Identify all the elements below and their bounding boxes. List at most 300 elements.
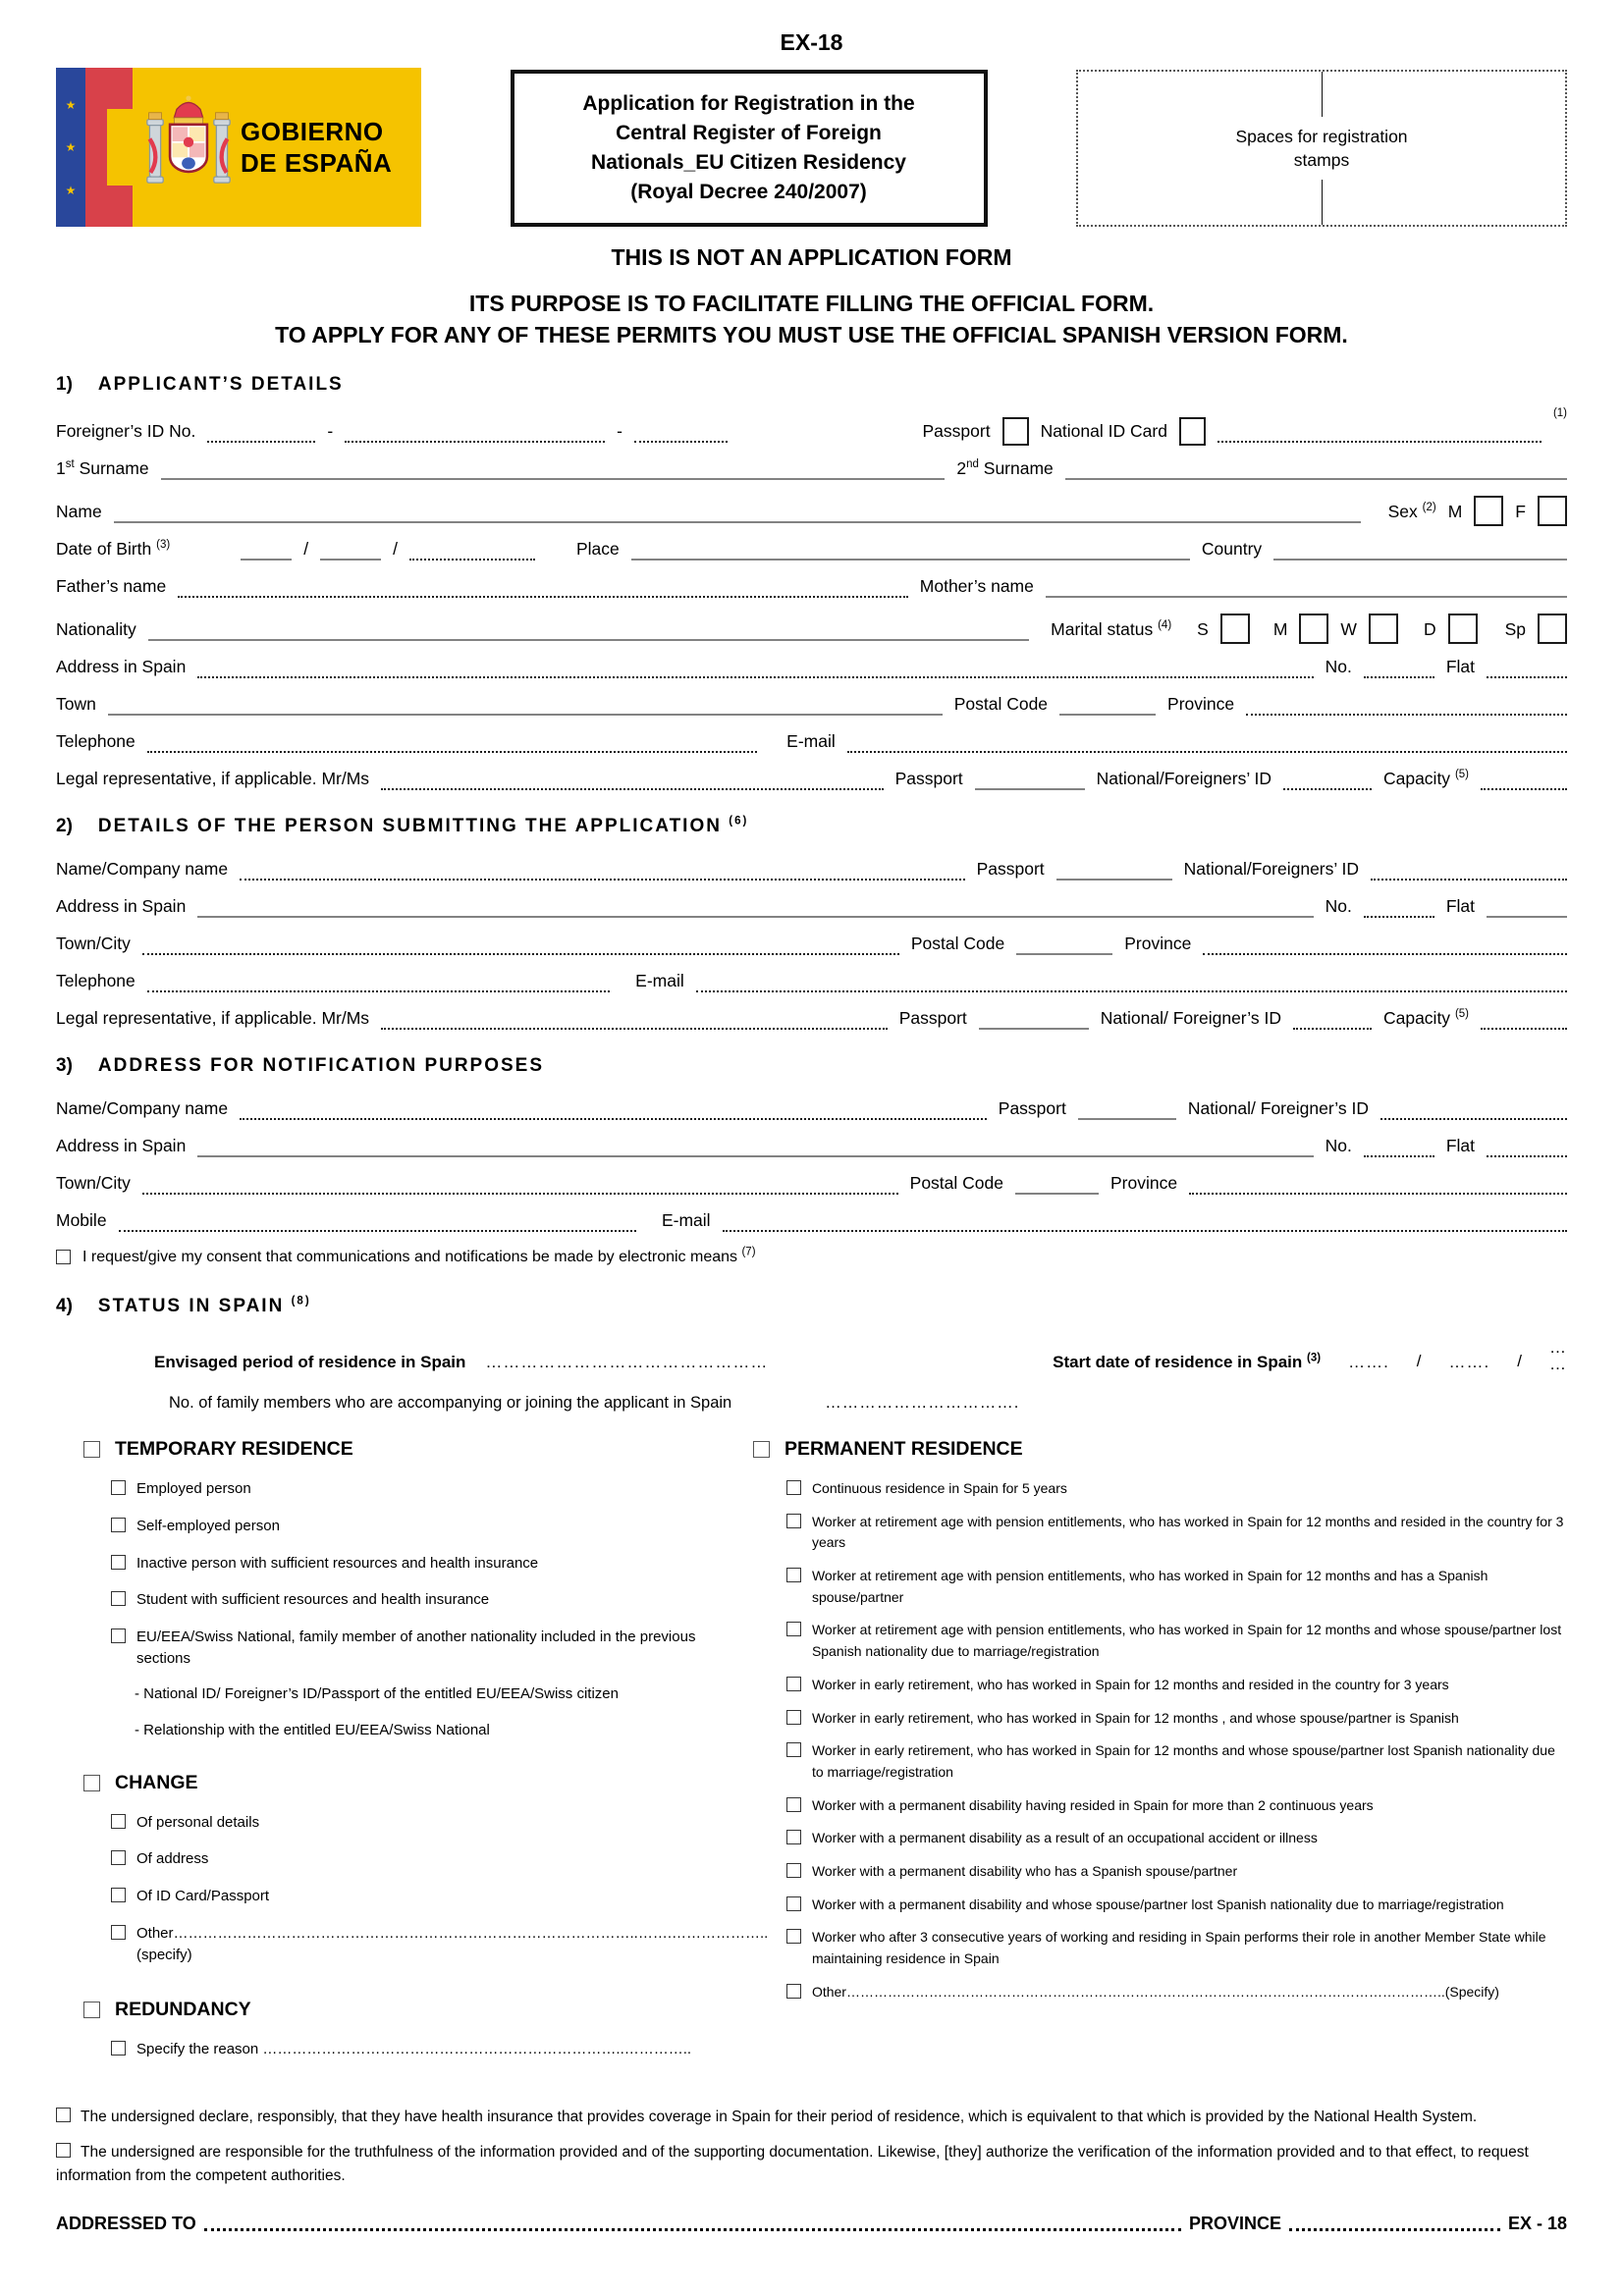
- postal-code-label: Postal Code: [910, 934, 1005, 953]
- capacity-field[interactable]: [1481, 1010, 1567, 1030]
- stamp-divider-top: [1322, 72, 1323, 117]
- notice: [56, 244, 1567, 348]
- notice-line2: ITS PURPOSE IS TO FACILITATE FILLING THE OFFICIAL FORM.: [468, 291, 1155, 316]
- town-label: Town: [56, 694, 96, 714]
- retirement-spanish-spouse-checkbox[interactable]: [786, 1568, 801, 1582]
- name-company-label: Name/Company name: [56, 1098, 229, 1118]
- passport-field[interactable]: [1056, 861, 1172, 881]
- town-city-label: Town/City: [56, 934, 131, 953]
- row-nationality: [56, 614, 1567, 641]
- town-city-label: Town/City: [56, 1173, 131, 1193]
- birth-year-field[interactable]: [409, 541, 535, 561]
- temporary-residence-label: TEMPORARY RESIDENCE: [115, 1438, 353, 1460]
- passport-label: Passport: [976, 859, 1045, 879]
- province-label: Province: [1124, 934, 1192, 953]
- rep-passport-field[interactable]: [975, 771, 1085, 790]
- national-foreigners-id-label: National/Foreigners’ ID: [1183, 859, 1359, 879]
- street-number-field[interactable]: [1364, 1138, 1434, 1157]
- street-number-label: No.: [1325, 896, 1352, 916]
- redundancy-group: [83, 1999, 751, 2021]
- item-label: Self-employed person: [136, 1517, 280, 1534]
- address-field[interactable]: [197, 659, 1313, 678]
- spain-flag-red-band: [85, 68, 107, 227]
- row-submitter-contact: [56, 971, 1567, 992]
- item-label: Other…………………………………………………………………………………..…….………………..(specify): [136, 1924, 769, 1963]
- permanent-residence-checkbox[interactable]: [753, 1441, 770, 1458]
- passport-label: Passport: [998, 1098, 1066, 1118]
- nationality-field[interactable]: [148, 621, 1029, 641]
- section1-number: 1): [56, 374, 73, 395]
- postal-code-label: Postal Code: [909, 1173, 1003, 1193]
- section3-title: ADDRESS FOR NOTIFICATION PURPOSES: [97, 1055, 545, 1076]
- early-retirement-spouse-lost-nationality-checkbox[interactable]: [786, 1742, 801, 1757]
- logo-line2: DE ESPAÑA: [241, 148, 393, 178]
- form-title-box: [511, 70, 988, 227]
- province-field[interactable]: [1246, 696, 1567, 716]
- electronic-consent-checkbox[interactable]: [56, 1250, 71, 1264]
- form-code-top: EX-18: [780, 29, 843, 55]
- list-item: [786, 1566, 1567, 1608]
- flag-strip: [56, 68, 133, 227]
- section4-number: 4): [56, 1296, 73, 1316]
- sex-female-checkbox[interactable]: [1538, 496, 1567, 526]
- row-notify-contact: [56, 1210, 1567, 1232]
- foreigner-id-label: Foreigner’s ID No.: [56, 421, 196, 441]
- foreigner-id-field[interactable]: [207, 423, 315, 443]
- section3-number: 3): [56, 1055, 73, 1076]
- status-columns: [56, 1438, 1567, 2076]
- section1-heading: [56, 374, 1567, 396]
- list-item: [786, 1708, 1567, 1730]
- flat-field[interactable]: [1487, 898, 1567, 918]
- province-field[interactable]: [1203, 935, 1567, 955]
- national-foreigners-id-field[interactable]: [1380, 1100, 1567, 1120]
- rep-id-field[interactable]: [1283, 771, 1372, 790]
- spain-flag-yellow-mid: [107, 109, 133, 186]
- flat-label: Flat: [1445, 1136, 1475, 1155]
- legal-representative-field[interactable]: [381, 771, 884, 790]
- sex-female-label: F: [1515, 502, 1526, 521]
- capacity-field[interactable]: [1481, 771, 1567, 790]
- mother-name-label: Mother’s name: [919, 576, 1034, 596]
- first-surname-label: 1st Surname: [56, 458, 149, 478]
- flat-field[interactable]: [1487, 659, 1567, 678]
- list-item: [786, 1895, 1567, 1916]
- item-label: Worker with a permanent disability having resided in Spain for more than 2 continuous years: [811, 1796, 1374, 1813]
- addressed-to-field[interactable]: [204, 2225, 1181, 2231]
- first-surname-field[interactable]: [161, 460, 946, 480]
- change-checkbox[interactable]: [83, 1775, 100, 1791]
- postal-code-field[interactable]: [1015, 1175, 1099, 1195]
- star-icon: ★: [65, 97, 77, 112]
- row-surnames: [56, 458, 1567, 480]
- student-checkbox[interactable]: [111, 1591, 126, 1606]
- marital-separated-checkbox[interactable]: [1538, 614, 1567, 644]
- list-item: [786, 1982, 1567, 2003]
- slash: /: [303, 539, 309, 559]
- marital-divorced-label: D: [1423, 619, 1436, 639]
- list-item: [111, 1627, 751, 1670]
- foreigner-id-field[interactable]: [345, 423, 605, 443]
- marital-status-label: Marital status $^{(4)}$: [1051, 619, 1172, 639]
- list-item: [111, 2039, 751, 2060]
- street-number-field[interactable]: [1364, 659, 1434, 678]
- marital-divorced-checkbox[interactable]: [1448, 614, 1478, 644]
- row-submitter-town: [56, 934, 1567, 955]
- name-field[interactable]: [114, 504, 1361, 523]
- email-field[interactable]: [847, 733, 1567, 753]
- slash: /: [1416, 1352, 1422, 1370]
- permanent-other-checkbox[interactable]: [786, 1984, 801, 1999]
- birth-month-field[interactable]: [320, 541, 381, 561]
- name-company-label: Name/Company name: [56, 859, 229, 879]
- email-field[interactable]: [723, 1212, 1567, 1232]
- national-id-card-checkbox[interactable]: [1179, 417, 1206, 446]
- marital-married-label: M: [1272, 619, 1288, 639]
- self-employed-checkbox[interactable]: [111, 1518, 126, 1532]
- stamp-label-line1: Spaces for registration: [1235, 126, 1408, 146]
- father-name-label: Father’s name: [56, 576, 167, 596]
- rep-passport-label: Passport: [894, 769, 963, 788]
- passport-field[interactable]: [1078, 1100, 1176, 1120]
- item-label: Worker at retirement age with pension entitlements, who has worked in Spain for 12 months and has a Spanish spouse/partner: [811, 1568, 1488, 1605]
- address-in-spain-label: Address in Spain: [56, 1136, 187, 1155]
- name-label: Name: [56, 502, 102, 521]
- marital-widowed-label: W: [1340, 619, 1357, 639]
- spain-flag-red-top: [107, 68, 133, 109]
- rep-id-label: National/ Foreigner’s ID: [1100, 1008, 1281, 1028]
- flat-label: Flat: [1445, 657, 1475, 676]
- declarations: [56, 2106, 1567, 2188]
- list-item: [786, 1620, 1567, 1662]
- row-legal-rep: [56, 769, 1567, 790]
- change-other-checkbox[interactable]: [111, 1925, 126, 1940]
- row-submitter-legal-rep: [56, 1008, 1567, 1030]
- form-title-line: Central Register of Foreign: [616, 122, 882, 145]
- disability-occupational-checkbox[interactable]: [786, 1830, 801, 1844]
- electronic-consent-label: I request/give my consent that communications and notifications be made by electronic means $^{(7)}$: [82, 1246, 756, 1265]
- capacity-label: Capacity $^{(5)}$: [1382, 1008, 1469, 1028]
- flat-field[interactable]: [1487, 1138, 1567, 1157]
- row-foreigner-id: Foreigner’s ID No. - - Passport National ID Card (1): [56, 417, 1567, 443]
- change-label: CHANGE: [115, 1771, 198, 1793]
- list-item: [786, 1740, 1567, 1783]
- cross-border-worker-checkbox[interactable]: [786, 1929, 801, 1944]
- footer-province-label: PROVINCE: [1188, 2214, 1281, 2234]
- list-item: [111, 1553, 751, 1575]
- change-address-checkbox[interactable]: [111, 1850, 126, 1865]
- province-field[interactable]: [1189, 1175, 1567, 1195]
- passport-label: Passport: [922, 421, 991, 441]
- item-label: Of ID Card/Passport: [136, 1888, 270, 1904]
- redundancy-reason-checkbox[interactable]: [111, 2041, 126, 2056]
- national-id-card-label: National ID Card: [1040, 421, 1167, 441]
- section4-heading: [56, 1296, 1567, 1317]
- list-item: [111, 1812, 751, 1834]
- item-label: Worker in early retirement, who has worked in Spain for 12 months , and whose spouse/partner is Spanish: [811, 1709, 1459, 1726]
- continuous-residence-checkbox[interactable]: [786, 1480, 801, 1495]
- telephone-field[interactable]: [147, 733, 757, 753]
- addressed-to-label: ADDRESSED TO: [56, 2214, 196, 2234]
- section2-title: DETAILS OF THE PERSON SUBMITTING THE APPLICATION $^{(6)}$: [97, 815, 749, 836]
- stamp-label-line2: stamps: [1293, 150, 1350, 170]
- second-surname-label: 2nd Surname: [956, 458, 1054, 478]
- list-item: [111, 1516, 751, 1537]
- spain-flag-band: [107, 68, 133, 227]
- logo-line1: GOBIERNO: [241, 116, 384, 146]
- marital-single-label: S: [1197, 619, 1209, 639]
- temporary-residence-group: [83, 1438, 751, 1461]
- sex-male-label: M: [1447, 502, 1463, 521]
- list-item: [111, 1923, 769, 1966]
- item-label: Worker with a permanent disability as a result of an occupational accident or illness: [811, 1830, 1318, 1846]
- eu-flag-band: [56, 68, 85, 227]
- section3-heading: [56, 1055, 1567, 1077]
- spain-government-logo: [56, 68, 421, 227]
- row-consent: [56, 1248, 1567, 1266]
- item-label: Employed person: [136, 1480, 251, 1497]
- rep-passport-label: Passport: [898, 1008, 967, 1028]
- national-foreigners-id-field[interactable]: [1371, 861, 1567, 881]
- envisaged-period-field[interactable]: …………………………………………: [485, 1353, 769, 1371]
- permanent-residence-group: [753, 1438, 1567, 1461]
- sub-item-label: - Relationship with the entitled EU/EEA/Swiss National: [135, 1721, 490, 1738]
- item-label: Other…………………………………………………………………………………………………………………..(Specify): [811, 1983, 1499, 2000]
- early-retirement-spanish-spouse-checkbox[interactable]: [786, 1710, 801, 1725]
- item-label: Student with sufficient resources and health insurance: [136, 1591, 490, 1609]
- notice-line1: THIS IS NOT AN APPLICATION FORM: [611, 244, 1012, 270]
- item-label: Worker with a permanent disability who has a Spanish spouse/partner: [811, 1862, 1238, 1879]
- row-notify-name: [56, 1098, 1567, 1120]
- rep-id-field[interactable]: [1293, 1010, 1372, 1030]
- form-title-line: Nationals_EU Citizen Residency: [591, 151, 906, 174]
- start-date-label: Start date of residence in Spain $^{(3)}$: [1053, 1352, 1322, 1371]
- row-contact: [56, 731, 1567, 753]
- item-label: Continuous residence in Spain for 5 years: [811, 1480, 1067, 1496]
- start-date-year-field[interactable]: … …: [1549, 1339, 1567, 1372]
- item-label: Worker in early retirement, who has worked in Spain for 12 months and resided in the country for 3 years: [811, 1676, 1449, 1692]
- marital-widowed-checkbox[interactable]: [1369, 614, 1398, 644]
- section2-heading: [56, 816, 1567, 837]
- change-personal-details-checkbox[interactable]: [111, 1814, 126, 1829]
- place-label: Place: [575, 539, 620, 559]
- list-item: [786, 1828, 1567, 1849]
- status-left-column: [56, 1438, 769, 2076]
- dash: -: [617, 421, 622, 441]
- disability-resided-checkbox[interactable]: [786, 1797, 801, 1812]
- email-label: E-mail: [786, 731, 836, 751]
- start-date-month-field[interactable]: …….: [1448, 1353, 1490, 1371]
- mobile-label: Mobile: [56, 1210, 107, 1230]
- date-of-birth-label: Date of Birth $^{(3)}$: [56, 539, 171, 559]
- town-city-field[interactable]: [142, 1175, 898, 1195]
- footer: [56, 2214, 1567, 2234]
- name-company-field[interactable]: [240, 1100, 987, 1120]
- item-label: Inactive person with sufficient resources and health insurance: [136, 1554, 539, 1572]
- slash: /: [1517, 1352, 1522, 1370]
- mother-name-field[interactable]: [1046, 578, 1567, 598]
- province-label: Province: [1167, 694, 1235, 714]
- item-label: Worker at retirement age with pension entitlements, who has worked in Spain for 12 months and whose spouse/partner lost Spanish nationality due to marriage/registration: [811, 1622, 1562, 1660]
- row-town: [56, 694, 1567, 716]
- town-city-field[interactable]: [142, 935, 899, 955]
- envisaged-period-label: Envisaged period of residence in Spain: [154, 1353, 466, 1371]
- legal-representative-field[interactable]: [381, 1010, 888, 1030]
- birth-day-field[interactable]: [241, 541, 292, 561]
- row-residence-period: [154, 1339, 1567, 1372]
- family-members-field[interactable]: …………………………….: [825, 1394, 1020, 1412]
- form-title-line: (Royal Decree 240/2007): [630, 180, 867, 203]
- place-field[interactable]: [631, 541, 1190, 561]
- list-item: [786, 1795, 1567, 1817]
- row-address: [56, 657, 1567, 678]
- rep-passport-field[interactable]: [979, 1010, 1089, 1030]
- disability-spouse-lost-nationality-checkbox[interactable]: [786, 1896, 801, 1911]
- start-date-day-field[interactable]: …….: [1348, 1353, 1389, 1371]
- sub-item-label: - National ID/ Foreigner’s ID/Passport of the entitled EU/EEA/Swiss citizen: [135, 1684, 619, 1702]
- postal-code-field[interactable]: [1016, 935, 1112, 955]
- country-field[interactable]: [1273, 541, 1567, 561]
- star-icon: ★: [65, 183, 77, 197]
- early-retirement-resided-checkbox[interactable]: [786, 1677, 801, 1691]
- foreigner-id-field[interactable]: [634, 423, 728, 443]
- sex-label: Sex $^{(2)}$: [1387, 502, 1436, 521]
- row-submitter-name: [56, 859, 1567, 881]
- address-field[interactable]: [197, 1138, 1313, 1157]
- eu-family-member-checkbox[interactable]: [111, 1629, 126, 1643]
- inactive-person-checkbox[interactable]: [111, 1555, 126, 1570]
- email-label: E-mail: [661, 1210, 711, 1230]
- employed-person-checkbox[interactable]: [111, 1480, 126, 1495]
- street-number-label: No.: [1325, 657, 1352, 676]
- disability-spanish-spouse-checkbox[interactable]: [786, 1863, 801, 1878]
- postal-code-label: Postal Code: [953, 694, 1049, 714]
- address-field[interactable]: [197, 898, 1313, 918]
- father-name-field[interactable]: [178, 578, 908, 598]
- row-notify-town: [56, 1173, 1567, 1195]
- town-field[interactable]: [108, 696, 943, 716]
- second-surname-field[interactable]: [1065, 460, 1567, 480]
- telephone-field[interactable]: [147, 973, 610, 992]
- registration-stamps-box: [1076, 70, 1567, 227]
- row-name: [56, 496, 1567, 523]
- document-number-field[interactable]: [1217, 423, 1542, 443]
- item-label: Specify the reason ………………………………………………………………..…………..: [136, 2041, 692, 2058]
- spain-coat-of-arms-icon: [146, 88, 231, 206]
- stamp-divider-bottom: [1322, 180, 1323, 225]
- truthfulness-checkbox[interactable]: [56, 2143, 71, 2158]
- declaration-text: The undersigned are responsible for the truthfulness of the information provided and of the supporting documentation. Likewise, [they] authorize the verification of the information provided and to that effect, to request information from the competent authorities.: [56, 2144, 1529, 2185]
- list-item: [786, 1512, 1567, 1554]
- street-number-label: No.: [1325, 1136, 1352, 1155]
- row-family-members: [169, 1394, 1567, 1413]
- list-item: [786, 1478, 1567, 1500]
- email-field[interactable]: [696, 973, 1567, 992]
- item-label: Worker with a permanent disability and whose spouse/partner lost Spanish nationality due to marriage/registration: [811, 1896, 1504, 1912]
- permanent-residence-label: PERMANENT RESIDENCE: [784, 1438, 1023, 1460]
- list-item: [786, 1927, 1567, 1969]
- rep-id-label: National/Foreigners’ ID: [1096, 769, 1271, 788]
- list-item: [786, 1861, 1567, 1883]
- marital-separated-label: Sp: [1504, 619, 1526, 639]
- retirement-spouse-lost-nationality-checkbox[interactable]: [786, 1622, 801, 1636]
- list-item: [111, 1886, 751, 1907]
- item-label: Of personal details: [136, 1813, 260, 1831]
- item-label: Worker at retirement age with pension entitlements, who has worked in Spain for 12 months and resided in the country for 3 years: [811, 1513, 1564, 1551]
- redundancy-label: REDUNDANCY: [115, 1999, 251, 2021]
- list-item: [111, 1478, 751, 1500]
- item-label: Of address: [136, 1850, 209, 1868]
- name-company-field[interactable]: [240, 861, 965, 881]
- item-label: Worker who after 3 consecutive years of working and residing in Spain performs their role in another Member State while maintaining residence in Spain: [811, 1929, 1546, 1966]
- mobile-field[interactable]: [119, 1212, 636, 1232]
- section2-number: 2): [56, 816, 73, 836]
- star-icon: ★: [65, 140, 77, 154]
- health-insurance-checkbox[interactable]: [56, 2108, 71, 2122]
- row-parents: [56, 576, 1567, 598]
- row-submitter-address: [56, 896, 1567, 918]
- change-group: [83, 1772, 751, 1794]
- spain-flag-red-bottom: [107, 186, 133, 227]
- item-label: Worker in early retirement, who has worked in Spain for 12 months and whose spouse/partner lost Spanish nationality due to marriage/registration: [811, 1742, 1555, 1780]
- capacity-label: Capacity $^{(5)}$: [1382, 769, 1469, 788]
- legal-representative-label: Legal representative, if applicable. Mr/Ms: [56, 769, 370, 788]
- list-item: [111, 1848, 751, 1870]
- family-members-label: No. of family members who are accompanying or joining the applicant in Spain: [169, 1394, 732, 1412]
- telephone-label: Telephone: [56, 731, 135, 751]
- country-label: Country: [1201, 539, 1263, 559]
- change-id-passport-checkbox[interactable]: [111, 1888, 126, 1902]
- postal-code-field[interactable]: [1059, 696, 1156, 716]
- footer-province-field[interactable]: [1289, 2225, 1500, 2231]
- list-item: [111, 1589, 751, 1611]
- row-birth: [56, 539, 1567, 561]
- footer-form-code: EX - 18: [1507, 2214, 1567, 2234]
- declaration-health-insurance: [56, 2106, 1567, 2129]
- national-foreigners-id-label: National/ Foreigner’s ID: [1187, 1098, 1369, 1118]
- form-title-line: Application for Registration in the: [582, 92, 915, 116]
- declaration-truthfulness: [56, 2141, 1567, 2188]
- marital-single-checkbox[interactable]: [1220, 614, 1250, 644]
- slash: /: [393, 539, 398, 559]
- sex-male-checkbox[interactable]: [1474, 496, 1503, 526]
- province-label: Province: [1110, 1173, 1178, 1193]
- declaration-text: The undersigned declare, responsibly, that they have health insurance that provides coverage in Spain for their period of residence, which is equivalent to that which is provided by the National Health System.: [81, 2109, 1478, 2125]
- row-notify-address: [56, 1136, 1567, 1157]
- redundancy-checkbox[interactable]: [83, 2002, 100, 2018]
- address-in-spain-label: Address in Spain: [56, 896, 187, 916]
- notice-line3: TO APPLY FOR ANY OF THESE PERMITS YOU MUST USE THE OFFICIAL SPANISH VERSION FORM.: [275, 322, 1348, 347]
- retirement-resided-checkbox[interactable]: [786, 1514, 801, 1528]
- section1-title: APPLICANT’S DETAILS: [97, 374, 344, 395]
- nationality-label: Nationality: [56, 619, 136, 639]
- flat-label: Flat: [1445, 896, 1475, 916]
- header: [56, 68, 1567, 227]
- temporary-residence-checkbox[interactable]: [83, 1441, 100, 1458]
- legal-representative-label: Legal representative, if applicable. Mr/Ms: [56, 1008, 370, 1028]
- passport-checkbox[interactable]: [1002, 417, 1029, 446]
- list-item: [786, 1675, 1567, 1696]
- address-in-spain-label: Address in Spain: [56, 657, 187, 676]
- section4-title: STATUS IN SPAIN $^{(8)}$: [97, 1295, 311, 1316]
- item-label: EU/EEA/Swiss National, family member of another nationality included in the previous sections: [136, 1629, 696, 1667]
- status-right-column: [751, 1438, 1567, 2076]
- logo-text: [241, 116, 392, 180]
- marital-married-checkbox[interactable]: [1299, 614, 1328, 644]
- dash: -: [327, 421, 334, 441]
- telephone-label: Telephone: [56, 971, 135, 990]
- street-number-field[interactable]: [1364, 898, 1434, 918]
